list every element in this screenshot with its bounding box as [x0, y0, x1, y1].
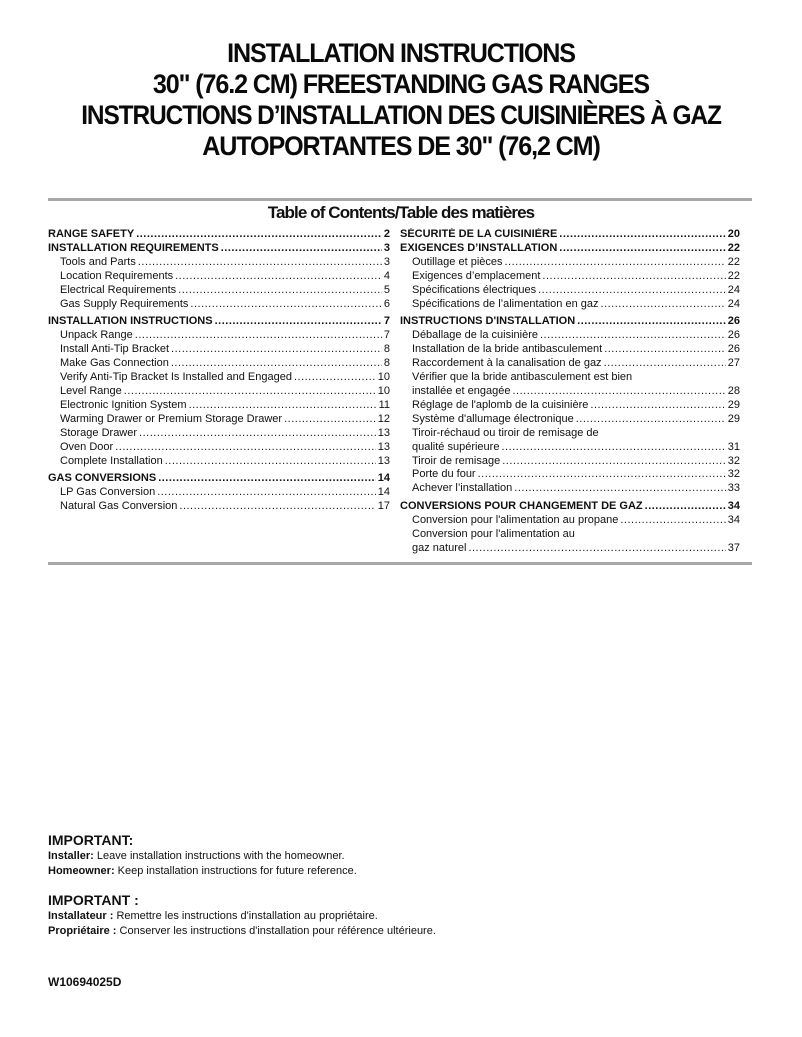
toc-entry-label: Location Requirements — [60, 269, 174, 282]
dot-leader — [501, 441, 725, 455]
toc-entry[interactable] — [48, 486, 390, 500]
toc-entry-label: Make Gas Connection — [60, 357, 169, 370]
homeowner-note — [48, 864, 357, 879]
toc-entry[interactable] — [48, 399, 390, 413]
dot-leader — [215, 315, 382, 329]
toc-entry-label: Storage Drawer — [60, 426, 138, 439]
toc-entry-label: SÉCURITÉ DE LA CUISINIÈRE — [400, 228, 558, 240]
toc-entry-label: Tiroir de remisage — [412, 454, 501, 467]
dot-leader — [540, 329, 726, 343]
toc-entry-page: 31 — [727, 440, 740, 453]
toc-entry[interactable] — [48, 343, 390, 357]
toc-entry[interactable] — [400, 399, 740, 413]
toc-entry-page: 10 — [377, 384, 390, 397]
toc-entry-page: 4 — [383, 269, 390, 282]
dot-leader — [136, 228, 382, 242]
toc-entry-continuation — [412, 385, 740, 399]
homeowner-text: Keep installation instructions for future reference. — [114, 865, 357, 877]
toc-entry-label: Achever l’installation — [412, 482, 513, 495]
dot-leader — [468, 542, 725, 556]
toc-entry[interactable] — [400, 427, 740, 455]
dot-leader — [601, 298, 726, 312]
toc-entry-page: 22 — [727, 241, 740, 254]
toc-entry[interactable] — [400, 413, 740, 427]
toc-entry-label: EXIGENCES D’INSTALLATION — [400, 241, 558, 254]
toc-entry[interactable] — [48, 256, 390, 270]
toc-entry-page: 32 — [727, 468, 740, 481]
dot-leader — [505, 256, 726, 270]
toc-entry[interactable] — [48, 329, 390, 343]
toc-entry[interactable] — [48, 441, 390, 455]
toc-entry-page: 13 — [377, 426, 390, 439]
toc-entry[interactable] — [400, 329, 740, 343]
toc-entry-label-line1: Vérifier que la bride antibasculement est bien — [412, 371, 633, 384]
toc-entry-page: 11 — [378, 398, 390, 411]
dot-leader — [157, 486, 376, 500]
installer-note — [48, 849, 357, 864]
toc-entry-label: Installation de la bride antibasculement — [412, 343, 603, 356]
toc-entry-page: 6 — [383, 297, 390, 310]
toc-entry-label: qualité supérieure — [412, 440, 500, 453]
toc-entry-page: 34 — [727, 514, 740, 527]
toc-section[interactable] — [400, 242, 740, 256]
toc-entry[interactable] — [400, 514, 740, 528]
toc-entry-label: Réglage de l'aplomb de la cuisinière — [412, 398, 589, 411]
dot-leader — [138, 256, 382, 270]
toc-entry-page: 37 — [727, 541, 740, 554]
toc-entry-label: Install Anti-Tip Bracket — [60, 343, 170, 356]
dot-leader — [645, 500, 726, 514]
toc-entry-page: 7 — [383, 329, 390, 342]
toc-entry[interactable] — [400, 371, 740, 399]
dot-leader — [190, 298, 381, 312]
toc-entry-label: gaz naturel — [412, 541, 467, 554]
installateur-label: Installateur : — [48, 910, 114, 922]
toc-entry-label: Exigences d’emplacement — [412, 269, 541, 282]
toc-entry[interactable] — [48, 371, 390, 385]
toc-entry-label: GAS CONVERSIONS — [48, 472, 157, 485]
proprietaire-text: Conserver les instructions d'installation pour référence ultérieure. — [116, 925, 436, 937]
installer-text: Leave installation instructions with the homeowner. — [93, 850, 345, 862]
toc-entry-page: 24 — [727, 283, 740, 296]
title-line-4: AUTOPORTANTES DE 30" (76,2 CM) — [202, 131, 600, 161]
toc-entry-page: 7 — [383, 315, 390, 328]
toc-entry-label: Raccordement à la canalisation de gaz — [412, 357, 602, 370]
installer-label: Installer: — [48, 850, 94, 862]
dot-leader — [165, 455, 376, 469]
toc-entry-label: INSTALLATION REQUIREMENTS — [48, 241, 219, 254]
toc-entry-page: 29 — [727, 412, 740, 425]
toc-entry-label: Tools and Parts — [60, 255, 136, 268]
toc-column-english — [48, 228, 390, 514]
toc-entry-label: Conversion pour l'alimentation au propane — [412, 514, 619, 527]
toc-entry[interactable] — [400, 284, 740, 298]
toc-entry-page: 33 — [727, 482, 740, 495]
homeowner-label: Homeowner: — [48, 865, 115, 877]
toc-entry[interactable] — [400, 528, 740, 556]
toc-entry-page: 32 — [727, 454, 740, 467]
proprietaire-note — [48, 924, 436, 939]
dot-leader — [189, 399, 377, 413]
toc-entry-label: Verify Anti-Tip Bracket Is Installed and Engaged — [60, 371, 292, 384]
dot-leader — [576, 413, 726, 427]
toc-section[interactable] — [48, 242, 390, 256]
toc-section[interactable] — [400, 500, 740, 514]
toc-entry-page: 8 — [383, 343, 390, 356]
toc-entry-label: Electronic Ignition System — [60, 398, 187, 411]
dot-leader — [115, 441, 376, 455]
toc-entry-page: 14 — [377, 472, 390, 485]
toc-entry[interactable] — [400, 455, 740, 469]
dot-leader — [171, 343, 382, 357]
dot-leader — [139, 427, 376, 441]
toc-entry-label: RANGE SAFETY — [48, 228, 135, 240]
toc-entry-label: Oven Door — [60, 440, 114, 453]
important-title: IMPORTANT: — [48, 832, 134, 848]
dot-leader — [577, 315, 726, 329]
toc-entry-page: 26 — [727, 315, 740, 328]
toc-entry-page: 14 — [377, 486, 390, 499]
toc-entry-page: 29 — [727, 398, 740, 411]
toc-section[interactable] — [400, 228, 740, 242]
toc-entry-label: INSTALLATION INSTRUCTIONS — [48, 315, 213, 328]
document-number: W10694025D — [48, 975, 122, 989]
toc-entry[interactable] — [48, 284, 390, 298]
dot-leader — [135, 329, 382, 343]
toc-entry[interactable] — [48, 298, 390, 312]
dot-leader — [620, 514, 725, 528]
toc-section[interactable] — [400, 315, 740, 329]
toc-entry[interactable] — [400, 357, 740, 371]
toc-entry-page: 27 — [727, 357, 740, 370]
toc-entry-page: 12 — [377, 412, 390, 425]
dot-leader — [604, 343, 726, 357]
toc-entry-label-line1: Conversion pour l'alimentation au — [412, 528, 575, 541]
toc-section[interactable] — [48, 228, 390, 242]
toc-entry-label: INSTRUCTIONS D'INSTALLATION — [400, 315, 576, 328]
toc-entry[interactable] — [48, 500, 390, 514]
toc-entry-page: 22 — [727, 255, 740, 268]
toc-entry[interactable] — [48, 357, 390, 371]
toc-entry-page: 8 — [383, 357, 390, 370]
toc-entry-page: 13 — [377, 454, 390, 467]
dot-leader — [158, 472, 376, 486]
dot-leader — [294, 371, 376, 385]
important-notice-english — [48, 832, 357, 879]
toc-entry[interactable] — [400, 343, 740, 357]
dot-leader — [502, 455, 726, 469]
toc-entry-page: 26 — [727, 343, 740, 356]
toc-entry[interactable] — [400, 256, 740, 270]
toc-entry[interactable] — [48, 385, 390, 399]
installateur-note — [48, 909, 436, 924]
important-title-fr: IMPORTANT : — [48, 892, 139, 908]
dot-leader — [178, 284, 382, 298]
important-notice-french — [48, 892, 436, 939]
toc-section[interactable] — [48, 472, 390, 486]
toc-entry-page: 24 — [727, 297, 740, 310]
dot-leader — [171, 357, 382, 371]
toc-entry-label: Complete Installation — [60, 454, 163, 467]
toc-entry-page: 26 — [727, 329, 740, 342]
dot-leader — [284, 413, 376, 427]
toc-entry-page: 5 — [383, 283, 390, 296]
toc-entry-label: installée et engagée — [412, 384, 511, 397]
dot-leader — [179, 500, 375, 514]
toc-entry-page: 2 — [383, 228, 390, 240]
toc-entry-label: Porte du four — [412, 468, 476, 481]
title-line-1: INSTALLATION INSTRUCTIONS — [227, 38, 575, 68]
toc-entry-label: Déballage de la cuisinière — [412, 329, 538, 342]
title-line-3: INSTRUCTIONS D’INSTALLATION DES CUISINIÈRES À GAZ — [81, 100, 721, 130]
toc-heading: Table of Contents/Table des matières — [267, 203, 535, 222]
toc-entry-label: CONVERSIONS POUR CHANGEMENT DE GAZ — [400, 500, 643, 513]
proprietaire-label: Propriétaire : — [48, 925, 117, 937]
toc-entry-continuation — [412, 542, 740, 556]
toc-entry-page: 34 — [727, 500, 740, 513]
toc-section[interactable] — [48, 315, 390, 329]
toc-entry-page: 17 — [377, 500, 390, 513]
toc-entry[interactable] — [400, 468, 740, 482]
toc-entry-label: Level Range — [60, 384, 122, 397]
toc-entry[interactable] — [400, 270, 740, 284]
dot-leader — [559, 242, 725, 256]
toc-entry-label: Outillage et pièces — [412, 255, 503, 268]
toc-entry[interactable] — [48, 413, 390, 427]
toc-entry-label: Electrical Requirements — [60, 283, 177, 296]
toc-entry-page: 10 — [377, 371, 390, 384]
title-line-2: 30" (76.2 CM) FREESTANDING GAS RANGES — [152, 69, 650, 99]
dot-leader — [514, 482, 725, 496]
toc-top-divider — [48, 198, 752, 201]
document-title — [0, 38, 802, 162]
toc-entry-label: Unpack Range — [60, 329, 133, 342]
toc-entry-label: Warming Drawer or Premium Storage Drawer — [60, 412, 283, 425]
toc-entry-page: 3 — [383, 241, 390, 254]
dot-leader — [478, 468, 726, 482]
toc-entry-page: 3 — [383, 255, 390, 268]
toc-entry-label: Spécifications électriques — [412, 283, 537, 296]
toc-entry[interactable] — [400, 482, 740, 496]
toc-entry-label-line1: Tiroir-réchaud ou tiroir de remisage de — [412, 426, 599, 439]
dot-leader — [590, 399, 725, 413]
toc-entry-page: 20 — [727, 228, 740, 240]
toc-bottom-divider — [48, 562, 752, 565]
toc-entry[interactable] — [48, 455, 390, 469]
dot-leader — [221, 242, 382, 256]
dot-leader — [538, 284, 726, 298]
installateur-text: Remettre les instructions d'installation au propriétaire. — [113, 910, 378, 922]
toc-column-french — [400, 228, 740, 556]
dot-leader — [512, 385, 725, 399]
toc-entry[interactable] — [48, 270, 390, 284]
toc-entry-label: Spécifications de l’alimentation en gaz — [412, 297, 599, 310]
toc-entry-label: Gas Supply Requirements — [60, 297, 189, 310]
dot-leader — [124, 385, 376, 399]
toc-entry-page: 22 — [727, 269, 740, 282]
toc-entry[interactable] — [400, 298, 740, 312]
toc-entry-label: Système d'allumage électronique — [412, 412, 574, 425]
toc-entry-label: LP Gas Conversion — [60, 486, 156, 499]
toc-entry-page: 13 — [377, 440, 390, 453]
dot-leader — [604, 357, 726, 371]
toc-entry-label: Natural Gas Conversion — [60, 500, 178, 513]
toc-entry[interactable] — [48, 427, 390, 441]
dot-leader — [559, 228, 725, 242]
toc-entry-page: 28 — [727, 384, 740, 397]
toc-entry-continuation — [412, 441, 740, 455]
dot-leader — [542, 270, 725, 284]
dot-leader — [175, 270, 382, 284]
